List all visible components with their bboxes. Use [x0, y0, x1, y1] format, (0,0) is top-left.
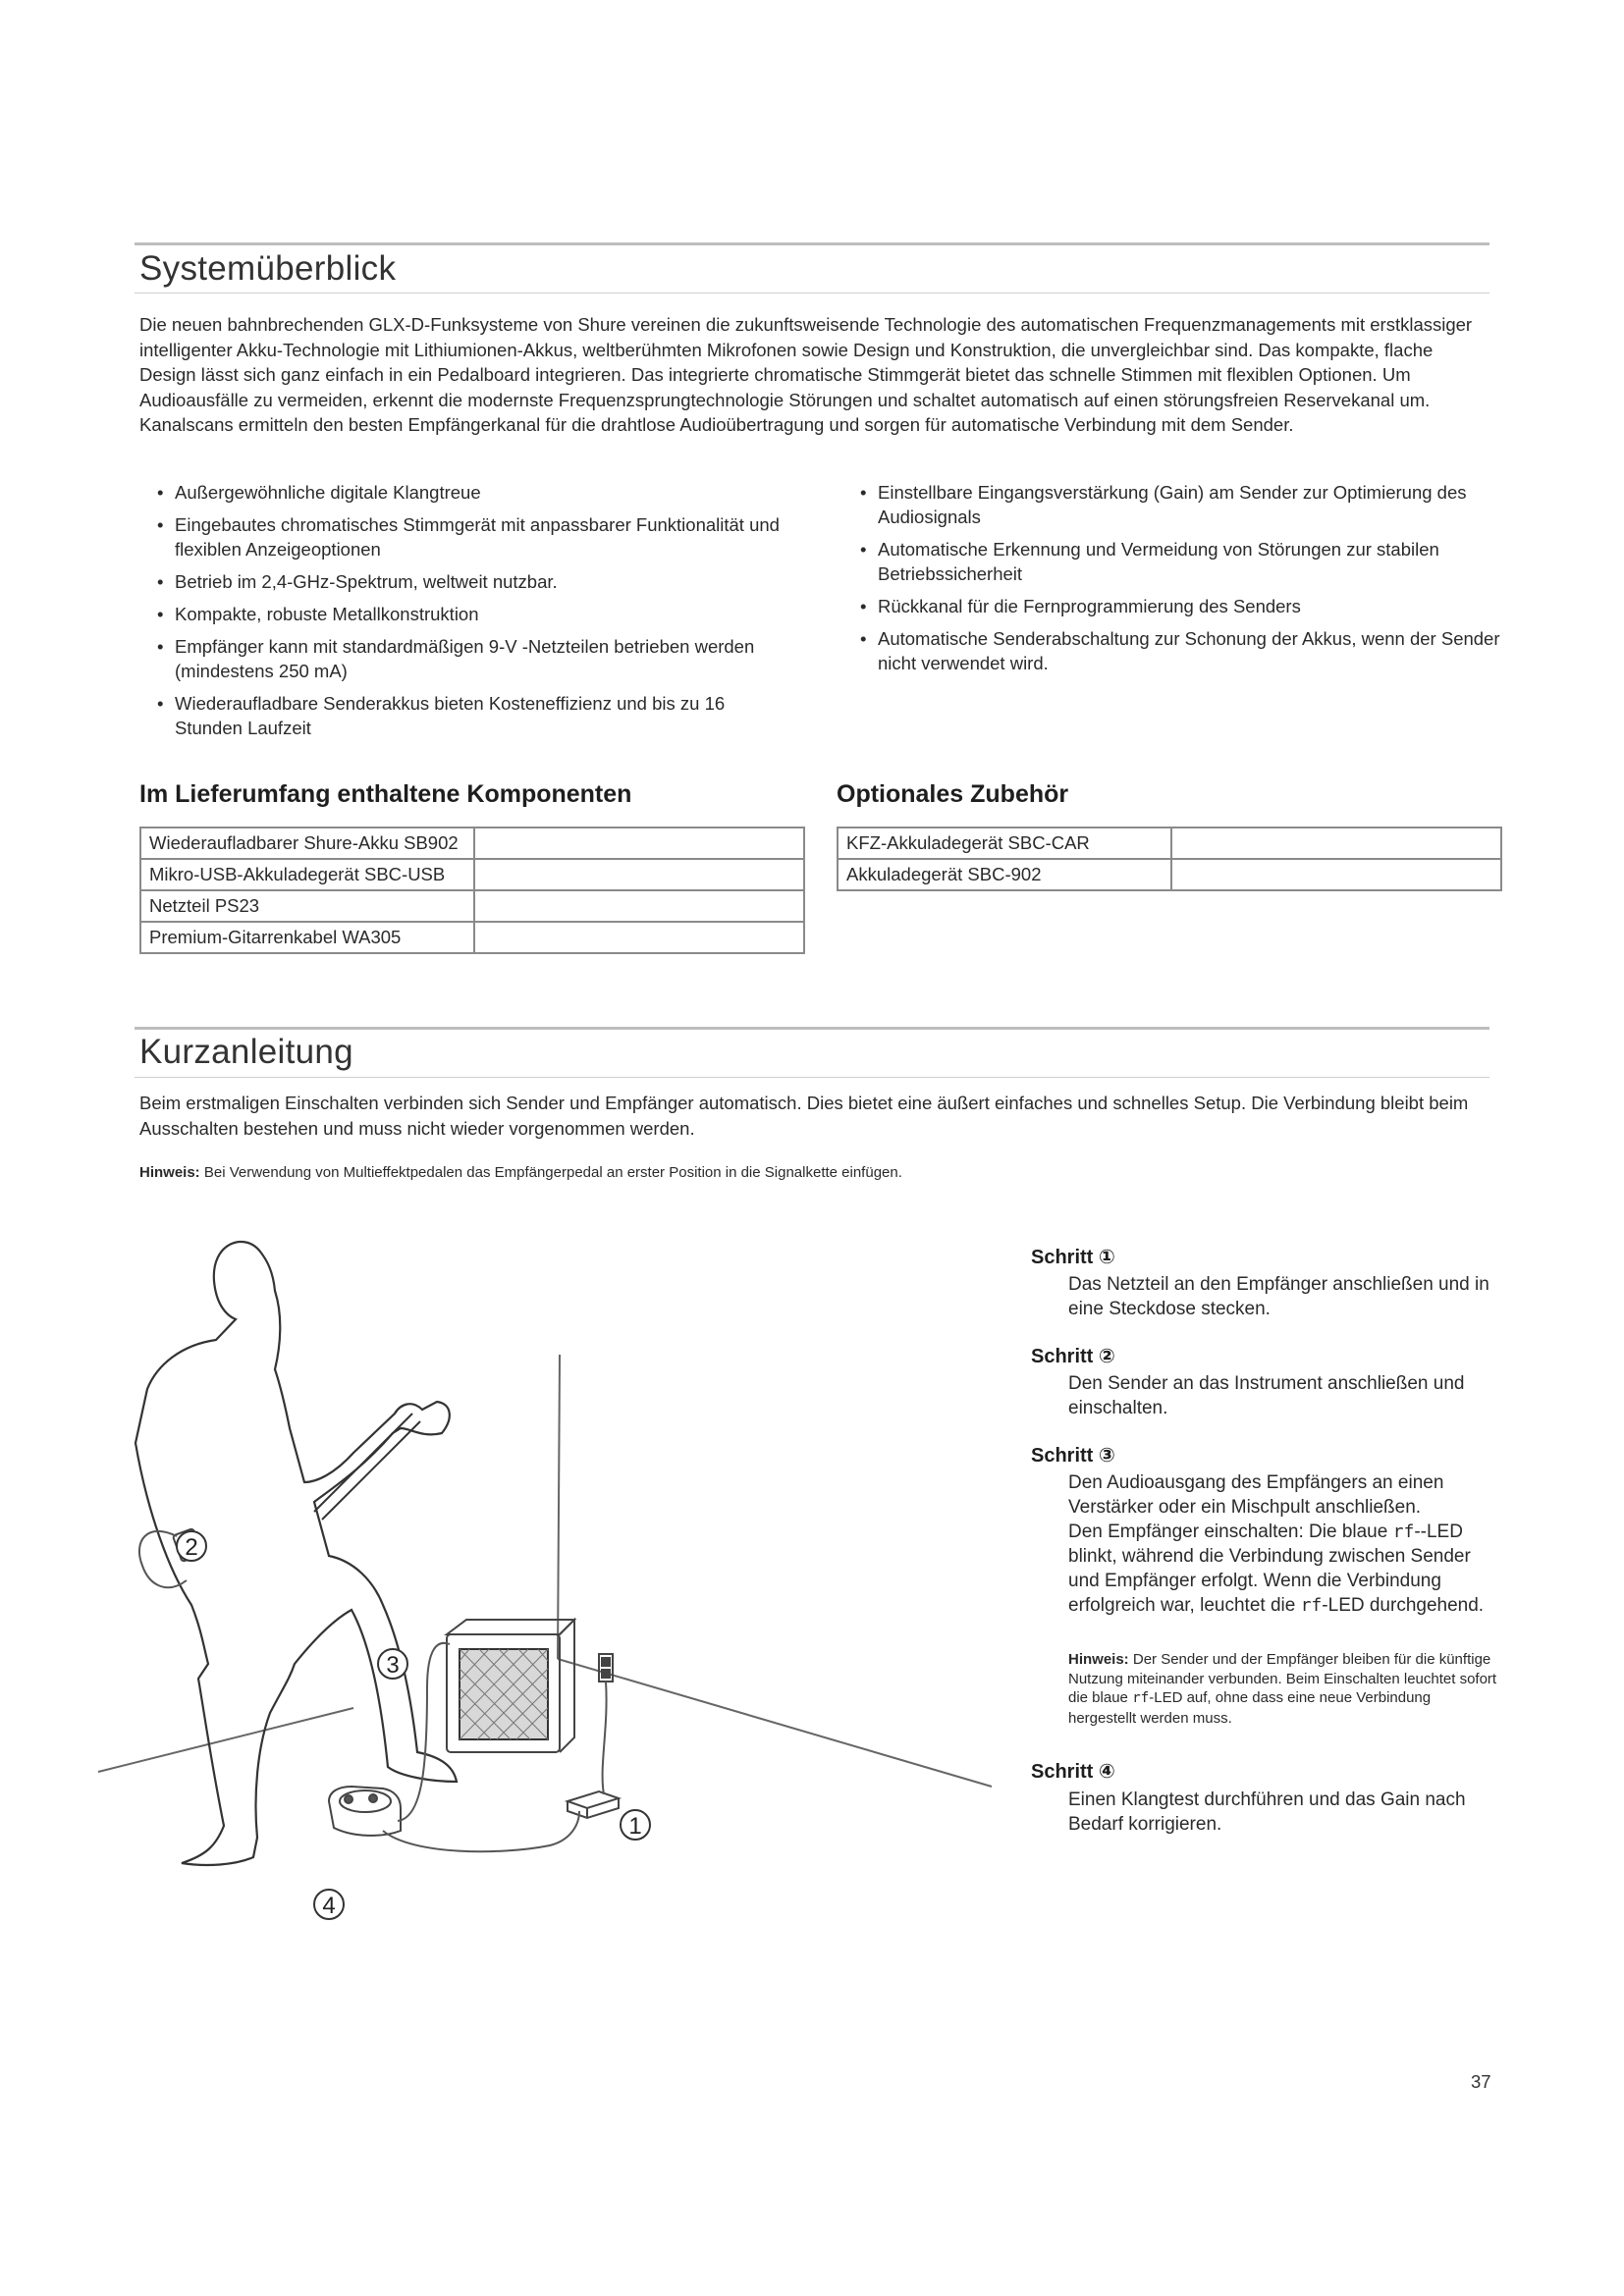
- step-3-hint: [1068, 1650, 1500, 1728]
- floor-line-right: [558, 1659, 992, 1787]
- step-3-title: Schritt ③: [1031, 1445, 1115, 1467]
- power-cable: [603, 1682, 607, 1794]
- pedal-power-cable: [383, 1811, 579, 1851]
- step-4-title: Schritt ④: [1031, 1761, 1115, 1783]
- setup-illustration: [88, 1217, 1031, 1963]
- pedal-receiver: [329, 1787, 401, 1836]
- step-3-text-b3: -LED durchgehend.: [1322, 1595, 1485, 1616]
- list-item: • Rückkanal für die Fernprogrammierung des Senders: [852, 594, 1516, 618]
- page-number: 37: [1471, 2071, 1491, 2092]
- hint-label: Hinweis:: [1068, 1651, 1129, 1668]
- step-3-text-b: [1068, 1520, 1500, 1618]
- callout-label-1: 1: [628, 1813, 642, 1840]
- floor-line-left: [98, 1708, 353, 1772]
- list-item: • Eingebautes chromatisches Stimmgerät mit anpassbarer Funktionalität und flexiblen Anzeigeoptionen: [149, 512, 797, 561]
- step-3-text-a: Den Audioausgang des Empfängers an einen Verstärker oder ein Mischpult anschließen.: [1068, 1472, 1444, 1518]
- section-rule-bottom: [135, 1077, 1489, 1078]
- table-cell: [474, 890, 804, 922]
- features-left-list: [149, 480, 797, 748]
- optional-title: Optionales Zubehör: [837, 780, 1069, 808]
- list-item: • Kompakte, robuste Metallkonstruktion: [149, 602, 797, 626]
- table-cell: KFZ-Akkuladegerät SBC-CAR: [838, 828, 1171, 859]
- section-rule-top: [135, 242, 1489, 245]
- hint-text-b: -LED auf, ohne dass eine neue Verbindung hergestellt werden muss.: [1068, 1689, 1432, 1727]
- note-label: Hinweis:: [139, 1164, 200, 1181]
- note-text: Bei Verwendung von Multieffektpedalen das Empfängerpedal an erster Position in die Signalkette einfügen.: [199, 1164, 902, 1181]
- amplifier: [447, 1620, 574, 1752]
- table-cell: [474, 859, 804, 890]
- section-title-quickstart: Kurzanleitung: [139, 1033, 353, 1071]
- table-cell: Netzteil PS23: [140, 890, 474, 922]
- rf-label: rf: [1300, 1595, 1323, 1616]
- table-cell: [474, 828, 804, 859]
- step-1-text: Das Netzteil an den Empfänger anschließen und in eine Steckdose stecken.: [1068, 1274, 1489, 1319]
- table-cell: [1171, 828, 1501, 859]
- table-cell: Mikro-USB-Akkuladegerät SBC-USB: [140, 859, 474, 890]
- table-row: [140, 859, 804, 890]
- step-2-title: Schritt ②: [1031, 1346, 1115, 1367]
- optional-table: [837, 827, 1502, 891]
- hint-text-a: Der Sender und der Empfänger bleiben für die künftige Nutzung miteinander verbunden. Beim Einschalten leuchtet sofort die blaue: [1068, 1651, 1497, 1706]
- list-item: • Automatische Senderabschaltung zur Schonung der Akkus, wenn der Sender nicht verwendet wird.: [852, 626, 1516, 675]
- table-cell: [1171, 859, 1501, 890]
- table-row: [140, 922, 804, 953]
- included-table: [139, 827, 805, 954]
- step-2-text: Den Sender an das Instrument anschließen und einschalten.: [1068, 1373, 1465, 1418]
- overview-intro: Die neuen bahnbrechenden GLX-D-Funksysteme von Shure vereinen die zukunftsweisende Technologie des automatischen Frequenzmanagements mit erstklassiger intelligenter Akku-Technologie mit Lithiumionen-Akkus, weltberühmten Mikrofonen sowie Design und Konstruktion, die unvergleichbar sind. Das kompakte, flache Design lässt sich ganz einfach in ein Pedalboard integrieren. Das integrierte chromatische Stimmgerät bietet das schnelle Stimmen mit flexiblen Optionen. Um Audioausfälle zu vermeiden, erkennt die modernste Frequenzsprungtechnologie Störungen und schaltet automatisch auf einen störungsfreien Reservekanal um. Kanalscans ermitteln den besten Empfängerkanal für die drahtlose Audioübertragung und sorgen für automatische Verbindung mit dem Sender.: [139, 314, 1473, 435]
- list-item: • Wiederaufladbare Senderakkus bieten Kosteneffizienz und bis zu 16 Stunden Laufzeit: [149, 691, 797, 740]
- step-1-title: Schritt ①: [1031, 1247, 1115, 1268]
- table-cell: Wiederaufladbarer Shure-Akku SB902: [140, 828, 474, 859]
- table-row: [140, 890, 804, 922]
- power-supply: [568, 1791, 619, 1818]
- callout-label-4: 4: [322, 1893, 336, 1919]
- rf-label: rf: [1132, 1690, 1150, 1706]
- quickstart-intro: Beim erstmaligen Einschalten verbinden sich Sender und Empfänger automatisch. Dies bietet eine äußert einfaches und schnelles Setup. Die Verbindung bleibt beim Ausschalten bestehen und muss nicht wieder vorgenommen werden.: [139, 1093, 1469, 1139]
- quickstart-note: [139, 1164, 902, 1181]
- table-cell: Premium-Gitarrenkabel WA305: [140, 922, 474, 953]
- features-right-list: [852, 480, 1516, 683]
- section-rule-top: [135, 1027, 1489, 1030]
- section-title-overview: Systemüberblick: [139, 249, 397, 288]
- rf-label: rf: [1392, 1522, 1415, 1542]
- list-item: • Außergewöhnliche digitale Klangtreue: [149, 480, 797, 505]
- step-4-text: Einen Klangtest durchführen und das Gain nach Bedarf korrigieren.: [1068, 1789, 1466, 1835]
- list-item: • Betrieb im 2,4-GHz-Spektrum, weltweit nutzbar.: [149, 569, 797, 594]
- callout-label-2: 2: [185, 1534, 198, 1561]
- callout-label-3: 3: [386, 1652, 400, 1679]
- wall-corner-line: [558, 1355, 560, 1659]
- table-row: [838, 828, 1501, 859]
- step-3-text-b1: Den Empfänger einschalten: Die blaue: [1068, 1522, 1393, 1542]
- table-cell: Akkuladegerät SBC-902: [838, 859, 1171, 890]
- table-row: [140, 828, 804, 859]
- step-3-text-b2: --LED blinkt, während die Verbindung zwischen Sender und Empfänger erfolgt. Wenn die Verbindung erfolgreich war, leuchtet die: [1068, 1522, 1471, 1616]
- list-item: • Einstellbare Eingangsverstärkung (Gain) am Sender zur Optimierung des Audiosignals: [852, 480, 1516, 529]
- included-title: Im Lieferumfang enthaltene Komponenten: [139, 780, 632, 808]
- list-item: • Empfänger kann mit standardmäßigen 9-V -Netzteilen betrieben werden (mindestens 250 mA): [149, 634, 797, 683]
- section-rule-bottom: [135, 293, 1489, 294]
- list-item: • Automatische Erkennung und Vermeidung von Störungen zur stabilen Betriebssicherheit: [852, 537, 1516, 586]
- table-cell: [474, 922, 804, 953]
- table-row: [838, 859, 1501, 890]
